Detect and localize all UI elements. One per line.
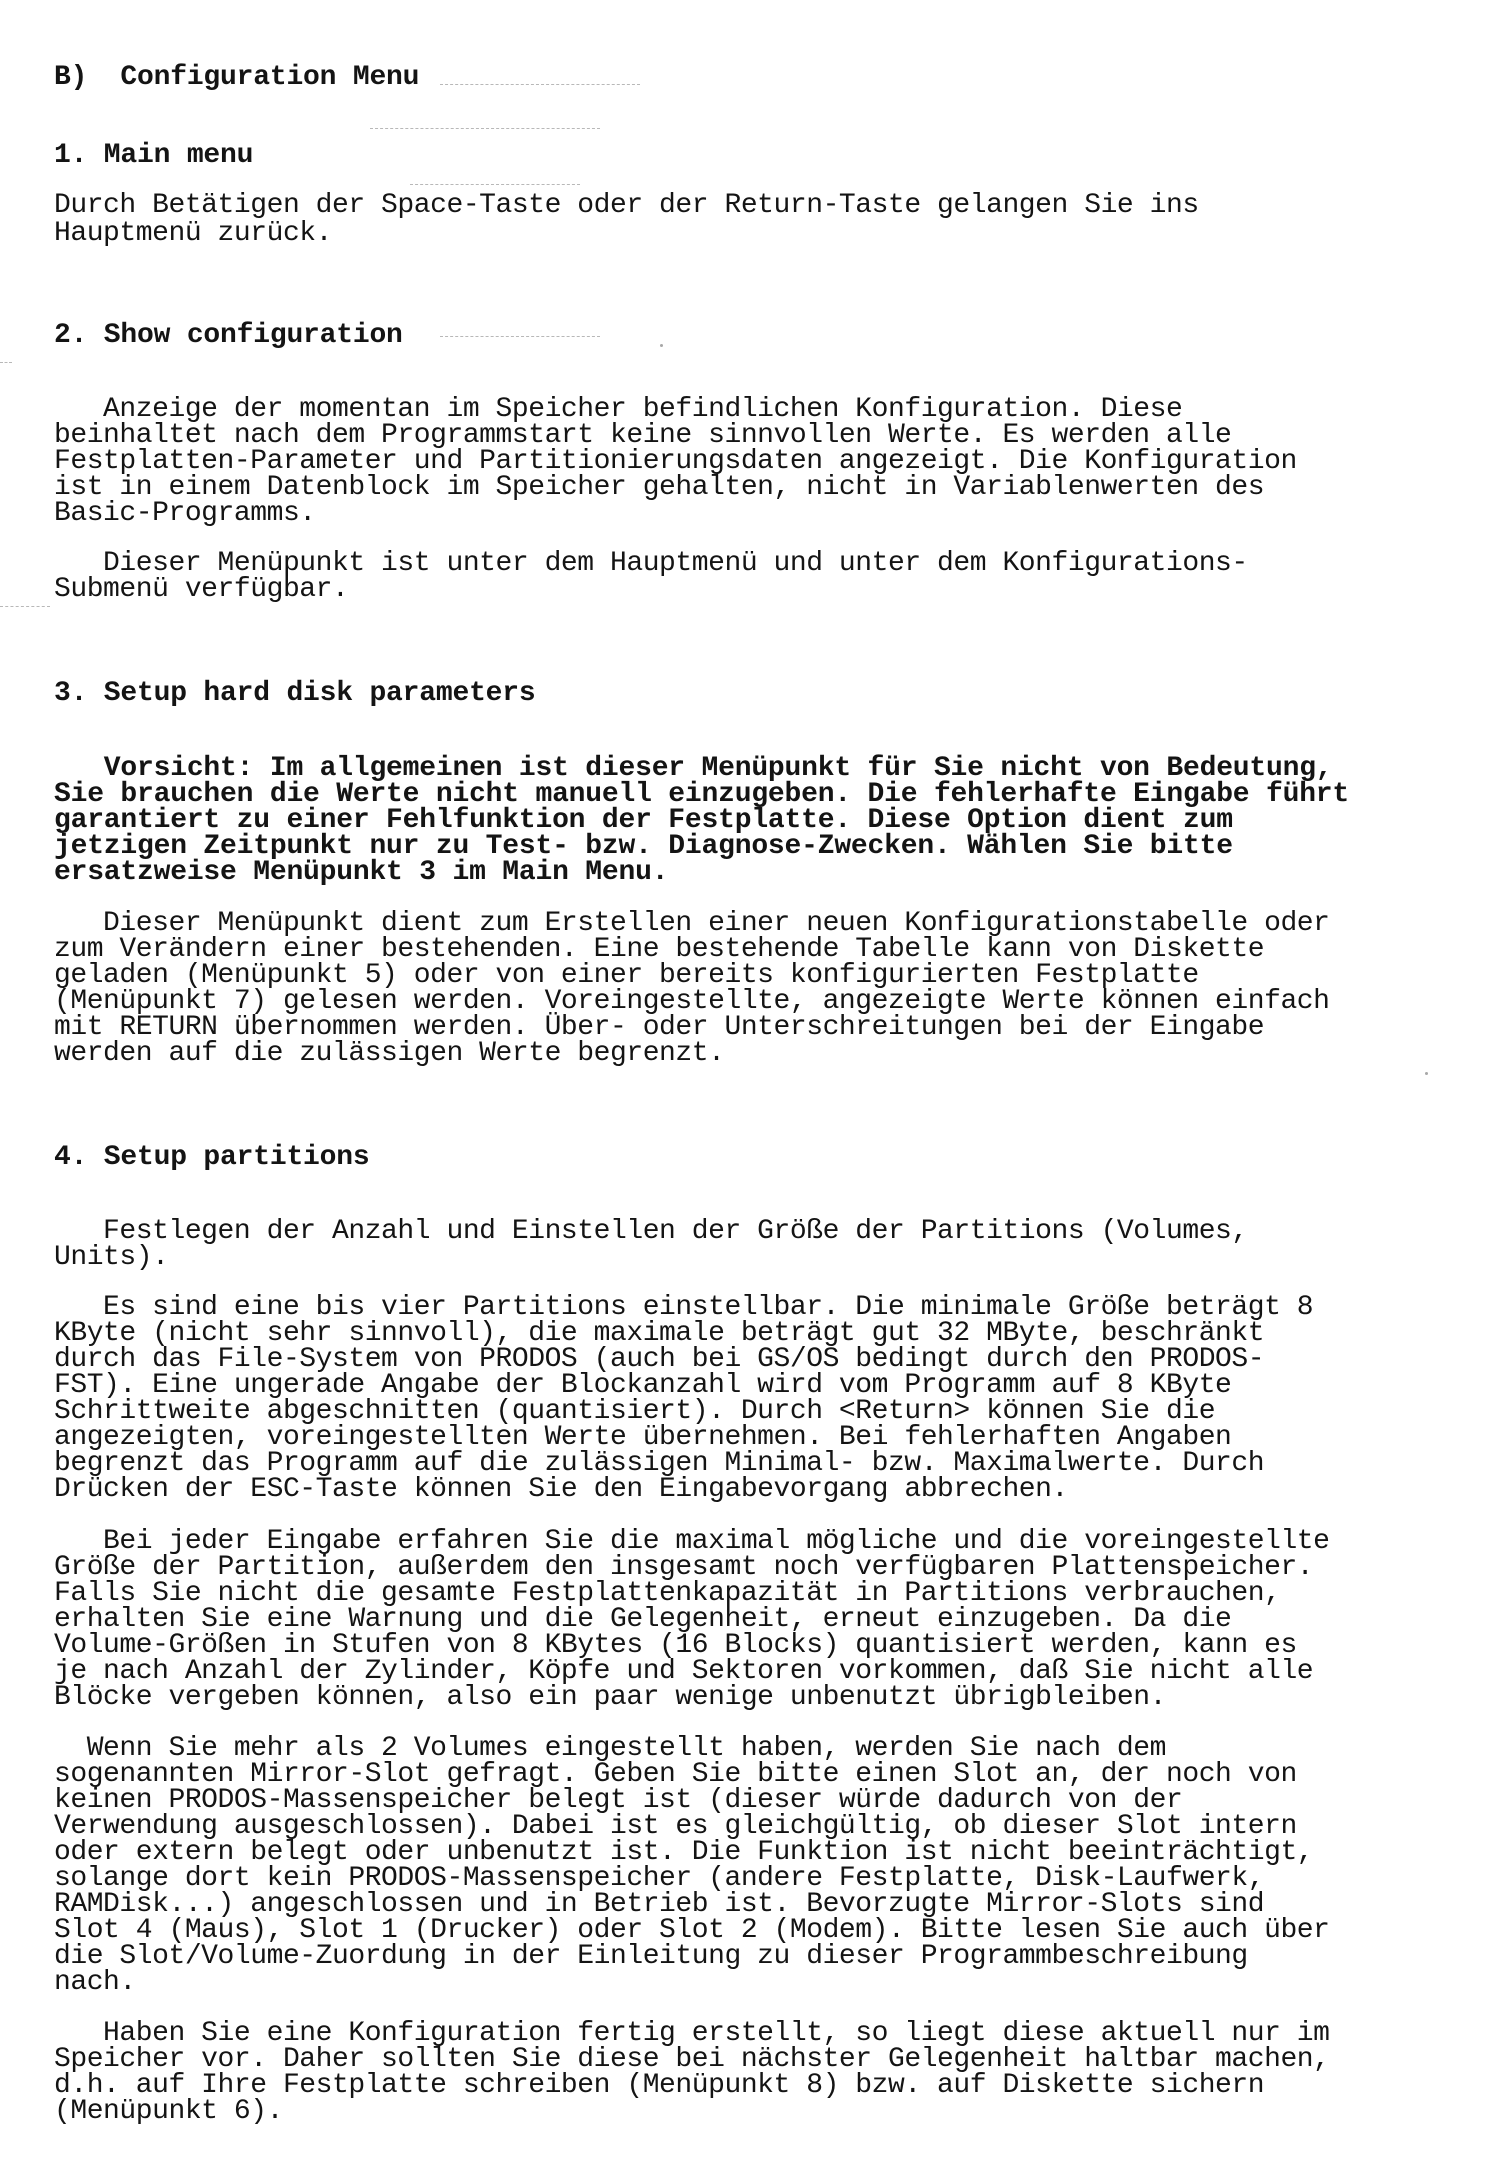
warning-line: Vorsicht: Im allgemeinen ist dieser Menüpunkt für Sie nicht von Bedeutung,	[54, 753, 1333, 784]
text-line: Schrittweite abgeschnitten (quantisiert). Durch <Return> können Sie die	[54, 1396, 1216, 1427]
scan-artifact	[440, 336, 600, 337]
text-line: Speicher vor. Daher sollten Sie diese bei nächster Gelegenheit haltbar machen,	[54, 2044, 1330, 2075]
document-title: B) Configuration Menu	[54, 62, 420, 93]
text-line: Anzeige der momentan im Speicher befindlichen Konfiguration. Diese	[54, 394, 1183, 425]
text-line: Wenn Sie mehr als 2 Volumes eingestellt haben, werden Sie nach dem	[54, 1733, 1166, 1764]
scan-artifact	[410, 184, 580, 185]
text-line: Hauptmenü zurück.	[54, 218, 332, 249]
text-line: Volume-Größen in Stufen von 8 KBytes (16 Blocks) quantisiert werden, kann es	[54, 1630, 1297, 1661]
text-line: oder extern belegt oder unbenutzt ist. Die Funktion ist nicht beeinträchtigt,	[54, 1837, 1314, 1868]
text-line: (Menüpunkt 6).	[54, 2096, 283, 2127]
scan-artifact	[0, 362, 12, 363]
warning-line: Sie brauchen die Werte nicht manuell einzugeben. Die fehlerhafte Eingabe führt	[54, 779, 1350, 810]
text-line: durch das File-System von PRODOS (auch bei GS/OS bedingt durch den PRODOS-	[54, 1344, 1265, 1375]
scan-artifact	[440, 84, 640, 85]
text-line: nach.	[54, 1967, 136, 1998]
text-line: je nach Anzahl der Zylinder, Köpfe und Sektoren vorkommen, daß Sie nicht alle	[54, 1656, 1314, 1687]
text-line: Falls Sie nicht die gesamte Festplattenkapazität in Partitions verbrauchen,	[54, 1578, 1281, 1609]
scan-artifact	[660, 344, 663, 347]
text-line: Dieser Menüpunkt dient zum Erstellen einer neuen Konfigurationstabelle oder	[54, 908, 1330, 939]
text-line: Es sind eine bis vier Partitions einstellbar. Die minimale Größe beträgt 8	[54, 1292, 1314, 1323]
text-line: Größe der Partition, außerdem den insgesamt noch verfügbaren Plattenspeicher.	[54, 1552, 1314, 1583]
text-line: Units).	[54, 1242, 169, 1273]
text-line: Slot 4 (Maus), Slot 1 (Drucker) oder Slot 2 (Modem). Bitte lesen Sie auch über	[54, 1915, 1330, 1946]
warning-line: garantiert zu einer Fehlfunktion der Festplatte. Diese Option dient zum	[54, 805, 1233, 836]
text-line: sogenannten Mirror-Slot gefragt. Geben Sie bitte einen Slot an, der noch von	[54, 1759, 1297, 1790]
text-line: mit RETURN übernommen werden. Über- oder Unterschreitungen bei der Eingabe	[54, 1012, 1265, 1043]
text-line: beinhaltet nach dem Programmstart keine sinnvollen Werte. Es werden alle	[54, 420, 1232, 451]
text-line: KByte (nicht sehr sinnvoll), die maximale beträgt gut 32 MByte, beschränkt	[54, 1318, 1265, 1349]
text-line: Submenü verfügbar.	[54, 574, 349, 605]
section-2-heading: 2. Show configuration	[54, 320, 403, 351]
text-line: Festplatten-Parameter und Partitionierungsdaten angezeigt. Die Konfiguration	[54, 446, 1297, 477]
text-line: geladen (Menüpunkt 5) oder von einer bereits konfigurierten Festplatte	[54, 960, 1199, 991]
warning-line: jetzigen Zeitpunkt nur zu Test- bzw. Diagnose-Zwecken. Wählen Sie bitte	[54, 831, 1233, 862]
text-line: Basic-Programms.	[54, 498, 316, 529]
text-line: Festlegen der Anzahl und Einstellen der Größe der Partitions (Volumes,	[54, 1216, 1248, 1247]
text-line: Verwendung ausgeschlossen). Dabei ist es gleichgültig, ob dieser Slot intern	[54, 1811, 1297, 1842]
text-line: (Menüpunkt 7) gelesen werden. Voreingestellte, angezeigte Werte können einfach	[54, 986, 1330, 1017]
text-line: Bei jeder Eingabe erfahren Sie die maximal mögliche und die voreingestellte	[54, 1526, 1330, 1557]
section-1-heading: 1. Main menu	[54, 140, 254, 171]
text-line: RAMDisk...) angeschlossen und in Betrieb ist. Bevorzugte Mirror-Slots sind	[54, 1889, 1265, 1920]
text-line: werden auf die zulässigen Werte begrenzt.	[54, 1038, 725, 1069]
text-line: begrenzt das Programm auf die zulässigen Minimal- bzw. Maximalwerte. Durch	[54, 1448, 1265, 1479]
text-line: Blöcke vergeben können, also ein paar wenige unbenutzt übrigbleiben.	[54, 1682, 1166, 1713]
text-line: solange dort kein PRODOS-Massenspeicher (andere Festplatte, Disk-Laufwerk,	[54, 1863, 1265, 1894]
text-line: ist in einem Datenblock im Speicher gehalten, nicht in Variablenwerten des	[54, 472, 1265, 503]
scan-artifact	[1425, 1072, 1428, 1075]
text-line: Drücken der ESC-Taste können Sie den Eingabevorgang abbrechen.	[54, 1474, 1068, 1505]
text-line: Dieser Menüpunkt ist unter dem Hauptmenü und unter dem Konfigurations-	[54, 548, 1248, 579]
text-line: zum Verändern einer bestehenden. Eine bestehende Tabelle kann von Diskette	[54, 934, 1265, 965]
text-line: die Slot/Volume-Zuordung in der Einleitung zu dieser Programmbeschreibung	[54, 1941, 1248, 1972]
text-line: FST). Eine ungerade Angabe der Blockanzahl wird vom Programm auf 8 KByte	[54, 1370, 1232, 1401]
section-3-heading: 3. Setup hard disk parameters	[54, 678, 536, 709]
text-line: erhalten Sie eine Warnung und die Gelegenheit, erneut einzugeben. Da die	[54, 1604, 1232, 1635]
text-line: Haben Sie eine Konfiguration fertig erstellt, so liegt diese aktuell nur im	[54, 2018, 1330, 2049]
scan-artifact	[0, 606, 50, 607]
warning-line: ersatzweise Menüpunkt 3 im Main Menu.	[54, 857, 669, 888]
text-line: angezeigten, voreingestellten Werte übernehmen. Bei fehlerhaften Angaben	[54, 1422, 1232, 1453]
text-line: Durch Betätigen der Space-Taste oder der Return-Taste gelangen Sie ins	[54, 190, 1199, 221]
section-4-heading: 4. Setup partitions	[54, 1142, 370, 1173]
text-line: d.h. auf Ihre Festplatte schreiben (Menüpunkt 8) bzw. auf Diskette sichern	[54, 2070, 1265, 2101]
text-line: keinen PRODOS-Massenspeicher belegt ist (dieser würde dadurch von der	[54, 1785, 1183, 1816]
scan-artifact	[370, 128, 600, 129]
